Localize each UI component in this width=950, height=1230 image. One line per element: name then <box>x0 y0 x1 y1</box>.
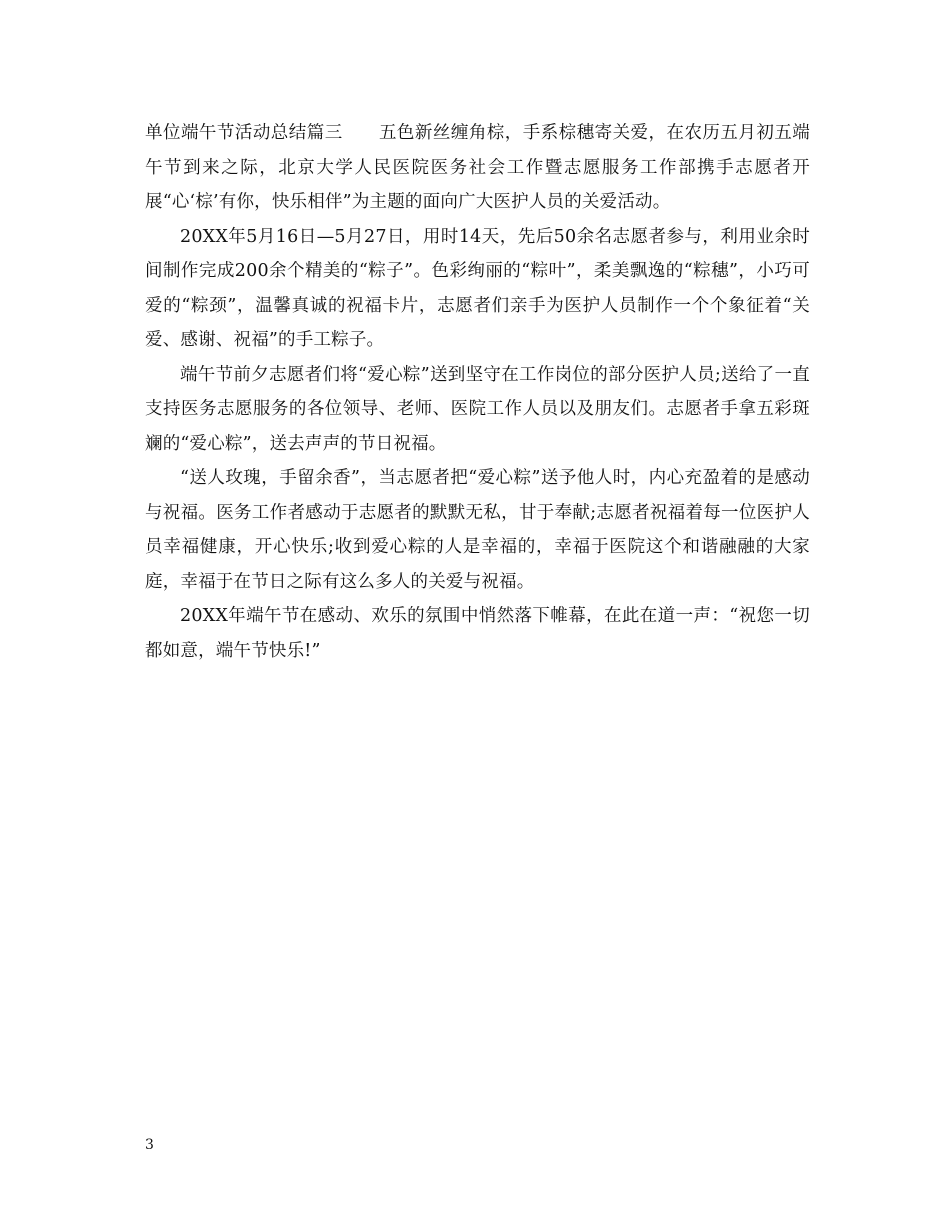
paragraph-2: 20XX年5月16日—5月27日，用时14天，先后50余名志愿者参与，利用业余时间制作完成200余个精美的“粽子”。色彩绚丽的“粽叶”，柔美飘逸的“粽穗”，小巧可爱的“粽颈”，温馨真诚的祝福卡片，志愿者们亲手为医护人员制作一个个象征着“关爱、感谢、祝福”的手工粽子。 <box>145 226 810 350</box>
document-body <box>145 116 810 668</box>
paragraph-5: 20XX年端午节在感动、欢乐的氛围中悄然落下帷幕，在此在道一声：“祝您一切都如意，端午节快乐!” <box>145 606 810 661</box>
paragraph-1 <box>145 116 810 220</box>
paragraph-3: 端午节前夕志愿者们将“爱心粽”送到坚守在工作岗位的部分医护人员;送给了一直支持医务志愿服务的各位领导、老师、医院工作人员以及朋友们。志愿者手拿五彩斑斓的“爱心粽”，送去声声的节日祝福。 <box>145 364 810 454</box>
document-title: 单位端午节活动总结篇三 <box>145 123 343 143</box>
paragraph-1-text: 五色新丝缠角棕，手系棕穗寄关爱，在农历五月初五端午节到来之际，北京大学人民医院医务社会工作暨志愿服务工作部携手志愿者开展“心‘棕’有你，快乐相伴”为主题的面向广大医护人员的关爱活动。 <box>145 123 810 212</box>
paragraph-4: “送人玫瑰，手留余香”，当志愿者把“爱心粽”送予他人时，内心充盈着的是感动与祝福。医务工作者感动于志愿者的默默无私，甘于奉献;志愿者祝福着每一位医护人员幸福健康，开心快乐;收到爱心粽的人是幸福的，幸福于医院这个和谐融融的大家庭，幸福于在节日之际有这么多人的关爱与祝福。 <box>145 468 810 592</box>
page-number: 3 <box>145 1137 154 1153</box>
